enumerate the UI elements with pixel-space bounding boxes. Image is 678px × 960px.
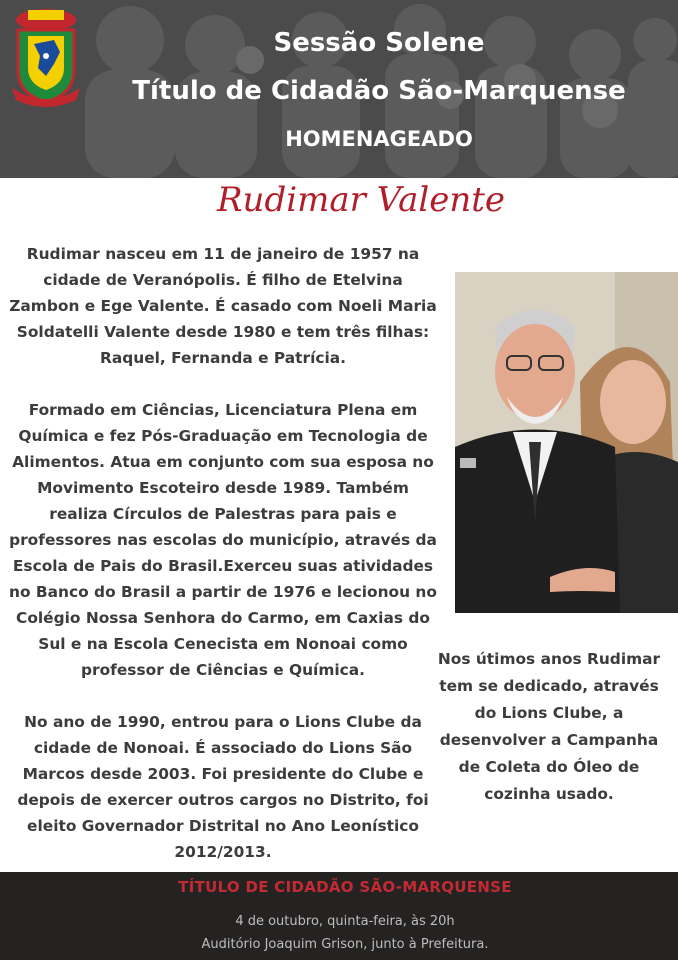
honoree-photo-illustration xyxy=(455,272,678,613)
biography xyxy=(6,241,440,891)
header-title: Sessão Solene xyxy=(273,28,485,58)
event-date: 4 de outubro, quinta-feira, às 20h xyxy=(235,914,455,929)
header-label: HOMENAGEADO xyxy=(285,127,473,151)
bio-paragraph-3: No ano de 1990, entrou para o Lions Clube da cidade de Nonoai. É associado do Lions São Marcos desde 2003. Foi presidente do Clube e depois de exercer outros cargos no Distrito, foi eleito Governador Distrital no Ano Leonístico 2012/2013. xyxy=(17,713,429,861)
honoree-name: Rudimar Valente xyxy=(216,180,506,220)
side-note xyxy=(436,646,662,808)
side-note-text: Nos útimos anos Rudimar tem se dedicado, através do Lions Clube, a desenvolver a Campanha de Coleta do Óleo de cozinha usado. xyxy=(437,650,661,803)
header-banner xyxy=(0,0,678,178)
footer-title: TÍTULO DE CIDADÃO SÃO-MARQUENSE xyxy=(178,878,512,896)
event-location: Auditório Joaquim Grison, junto à Prefeitura. xyxy=(201,937,489,952)
crest-icon xyxy=(10,6,82,108)
footer-banner xyxy=(0,872,678,960)
header-subtitle: Título de Cidadão São-Marquense xyxy=(132,76,626,106)
bio-paragraph-1: Rudimar nasceu em 11 de janeiro de 1957 na cidade de Veranópolis. É filho de Etelvina Zambon e Ege Valente. É casado com Noeli Maria Soldatelli Valente desde 1980 e tem três filhas: Raquel, Fernanda e Patrícia. xyxy=(9,245,437,367)
honoree-photo xyxy=(455,272,678,613)
bio-paragraph-2: Formado em Ciências, Licenciatura Plena em Química e fez Pós-Graduação em Tecnologia de Alimentos. Atua em conjunto com sua esposa no Movimento Escoteiro desde 1989. Também realiza Círculos de Palestras para pais e professores nas escolas do município, através da Escola de Pais do Brasil.Exerceu suas atividades no Banco do Brasil a partir de 1976 e lecionou no Colégio Nossa Senhora do Carmo, em Caxias do Sul e na Escola Cenecista em Nonoai como professor de Ciências e Química. xyxy=(9,401,437,679)
